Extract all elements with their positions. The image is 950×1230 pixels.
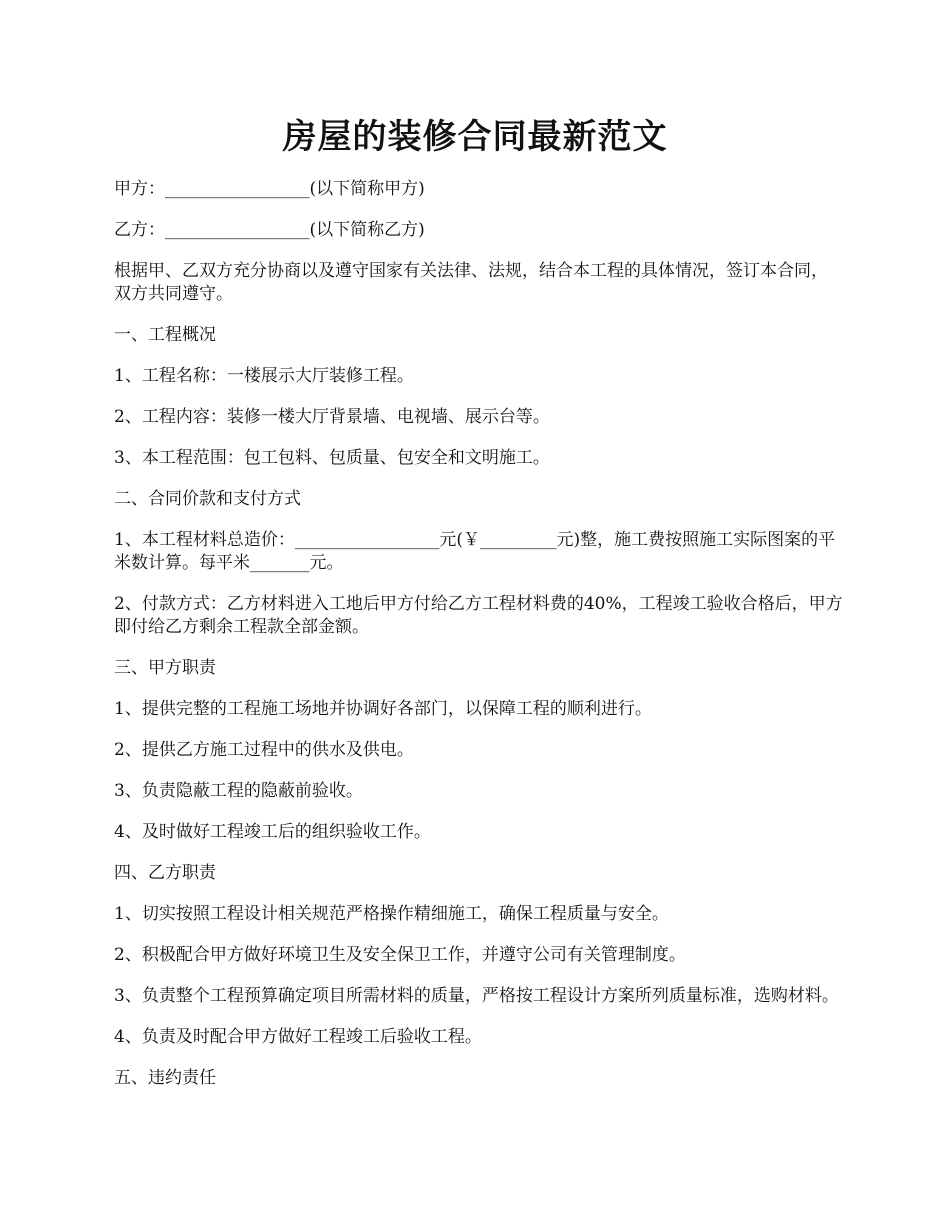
clause-2-1: 1、本工程材料总造价：_________________元(￥_________元)整，施工费按照施工实际图案的平米数计算。每平米_______元。 — [114, 530, 836, 573]
preamble-paragraph: 根据甲、乙双方充分协商以及遵守国家有关法律、法规，结合本工程的具体情况，签订本合同，双方共同遵守。 — [114, 261, 828, 304]
party-a-line: 甲方：_________________(以下简称甲方) — [114, 179, 425, 199]
clause-4-1: 1、切实按照工程设计相关规范严格操作精细施工，确保工程质量与安全。 — [114, 904, 669, 924]
section-heading-3: 三、甲方职责 — [114, 658, 216, 678]
clause-4-4: 4、负责及时配合甲方做好工程竣工后验收工程。 — [114, 1027, 482, 1047]
clause-1-3: 3、本工程范围：包工包料、包质量、包安全和文明施工。 — [114, 448, 550, 468]
section-heading-4: 四、乙方职责 — [114, 863, 216, 883]
clause-3-2: 2、提供乙方施工过程中的供水及供电。 — [114, 740, 414, 760]
clause-4-2: 2、积极配合甲方做好环境卫生及安全保卫工作，并遵守公司有关管理制度。 — [114, 945, 686, 965]
clause-1-2: 2、工程内容：装修一楼大厅背景墙、电视墙、展示台等。 — [114, 407, 550, 427]
section-heading-2: 二、合同价款和支付方式 — [114, 489, 301, 509]
document-body — [114, 178, 844, 1108]
clause-4-3: 3、负责整个工程预算确定项目所需材料的质量，严格按工程设计方案所列质量标准，选购材料。 — [114, 986, 839, 1006]
section-heading-1: 一、工程概况 — [114, 325, 216, 345]
party-b-line: 乙方：_________________(以下简称乙方) — [114, 220, 425, 240]
clause-1-1: 1、工程名称：一楼展示大厅装修工程。 — [114, 366, 414, 386]
clause-3-3: 3、负责隐蔽工程的隐蔽前验收。 — [114, 781, 363, 801]
clause-2-2: 2、付款方式：乙方材料进入工地后甲方付给乙方工程材料费的40%，工程竣工验收合格后，甲方即付给乙方剩余工程款全部金额。 — [114, 594, 843, 637]
section-heading-5: 五、违约责任 — [114, 1068, 216, 1088]
clause-3-4: 4、及时做好工程竣工后的组织验收工作。 — [114, 822, 431, 842]
document-title: 房屋的装修合同最新范文 — [282, 117, 668, 157]
clause-3-1: 1、提供完整的工程施工场地并协调好各部门，以保障工程的顺利进行。 — [114, 699, 652, 719]
